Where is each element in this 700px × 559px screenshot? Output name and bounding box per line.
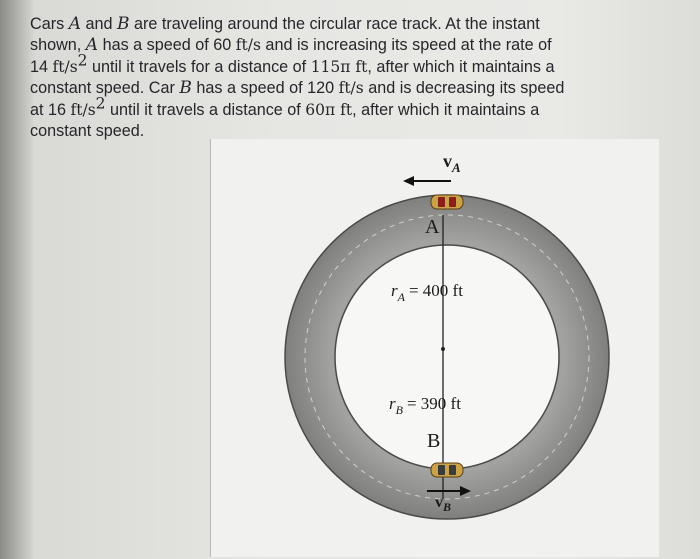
velocity-arrowhead-a xyxy=(403,176,414,186)
car-b-label: B xyxy=(427,430,441,452)
track-center-dot xyxy=(441,347,445,351)
problem-statement xyxy=(30,14,690,142)
car-b xyxy=(431,463,463,477)
velocity-a-label: $v_A$ xyxy=(443,151,461,175)
problem-line-4: constant speed. Car B has a speed of 120 ft/s and is decreasing its speed xyxy=(30,78,565,99)
problem-line-1: Cars A and B are traveling around the circular race track. At the instant xyxy=(30,14,540,34)
velocity-b-label: $v_B$ xyxy=(435,494,452,514)
problem-line-3: 14 $ft/s^2$ until it travels for a distance of 115π ft, after which it maintains a xyxy=(30,51,555,76)
race-track-diagram xyxy=(211,139,659,557)
track-infield xyxy=(335,245,559,469)
problem-line-6: constant speed. xyxy=(30,122,145,141)
race-track-figure xyxy=(210,139,659,557)
car-a xyxy=(431,195,463,209)
radius-a-label: $r_A = 400$ ft xyxy=(391,281,463,304)
radius-b-label: $r_B = 390$ ft xyxy=(389,394,461,417)
car-a-label: A xyxy=(425,216,440,238)
problem-line-5: at 16 $ft/s^2$ until it travels a distance of 60π ft, after which it maintains a xyxy=(30,94,540,119)
problem-line-2: shown, A has a speed of 60 ft/s and is increasing its speed at the rate of xyxy=(30,35,552,56)
